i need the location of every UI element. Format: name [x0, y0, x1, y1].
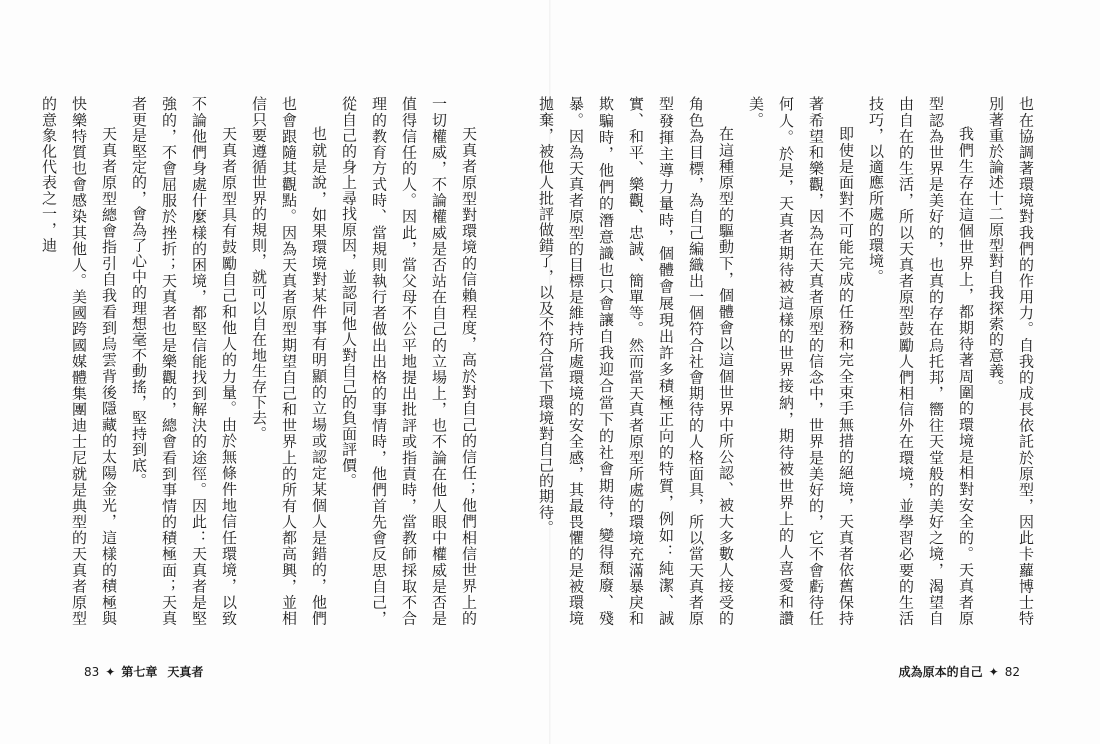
right-page-body — [537, 96, 1041, 626]
right-page — [537, 0, 1100, 744]
chapter-title: 天真者 — [167, 665, 204, 679]
left-page — [0, 0, 549, 744]
left-page-footer — [84, 663, 203, 680]
left-page-body — [40, 96, 484, 626]
page-number: 82 — [1004, 664, 1020, 679]
right-page-footer — [899, 663, 1020, 680]
paragraph: 天真者原型對環境的信賴程度，高於對自己的信任；他們相信世界上的一切權威，不論權威是否站在自己的立場上，也不論在他人眼中權威是否是值得信任的人。因此，當父母不公平地提出批評或指責時，當教師採取不合理的教育方式時、當規則執行者做出出格的事情時，他們首先會反思自己，從自己的身上尋找原因，並認同他人對自己的負面評價。 — [340, 96, 478, 626]
star-separator-icon: ✦ — [105, 664, 116, 679]
paragraph: 也在協調著環境對我們的作用力。自我的成長依託於原型，因此卡蘿博士特別著重於論述十二原型對自我探索的意義。 — [987, 96, 1035, 626]
chapter-label: 第七章 — [121, 665, 158, 679]
paragraph: 天真者原型總會指引自我看到烏雲背後隱藏的太陽金光，這樣的積極與快樂特質也會感染其他人。美國跨國媒體集團迪士尼就是典型的天真者原型的意象化代表之一，迪 — [40, 96, 118, 626]
page-number: 83 — [84, 664, 100, 679]
star-separator-icon: ✦ — [988, 664, 999, 679]
paragraph: 天真者原型具有鼓勵自己和他人的力量。由於無條件地信任環境，以致不論他們身處什麼樣的困境，都堅信能找到解決的途徑。因此：天真者是堅強的，不會屈服於挫折；天真者也是樂觀的，總會看到事情的積極面；天真者更是堅定的，會為了心中的理想毫不動搖，堅持到底。 — [130, 96, 238, 626]
paragraph: 在這種原型的驅動下，個體會以這個世界中所公認、被大多數人接受的角色為目標，為自己編織出一個符合社會期待的人格面具，所以當天真者原型發揮主導力量時，個體會展現出許多積極正向的特質，例如：純潔、誠實、和平、樂觀、忠誠、簡單等。然而當天真者原型所處的環境充滿暴戾和欺騙時，他們的潛意識也只會讓自我迎合當下的社會期待，變得頹廢、殘暴。因為天真者原型的目標是維持所處環境的安全感，其最畏懼的是被環境拋棄，被他人批評做錯了，以及不符合當下環境對自己的期待。 — [537, 96, 735, 626]
paragraph: 即使是面對不可能完成的任務和完全束手無措的絕境，天真者依舊保持著希望和樂觀，因為在天真者原型的信念中，世界是美好的，它不會虧待任何人。於是，天真者期待被這樣的世界接納，期待被世界上的人喜愛和讚美。 — [747, 96, 855, 626]
paragraph: 也就是說，如果環境對某件事有明顯的立場或認定某個人是錯的，他們也會跟隨其觀點。因為天真者原型期望自己和世界上的所有人都高興，並相信只要遵循世界的規則，就可以自在地生存下去。 — [250, 96, 328, 626]
book-title: 成為原本的自己 — [898, 665, 983, 679]
paragraph: 我們生存在這個世界上，都期待著周圍的環境是相對安全的。天真者原型認為世界是美好的，也真的存在烏托邦，嚮往天堂般的美好之境，渴望自由自在的生活，所以天真者原型鼓勵人們相信外在環境，並學習必要的生活技巧，以適應所處的環境。 — [867, 96, 975, 626]
